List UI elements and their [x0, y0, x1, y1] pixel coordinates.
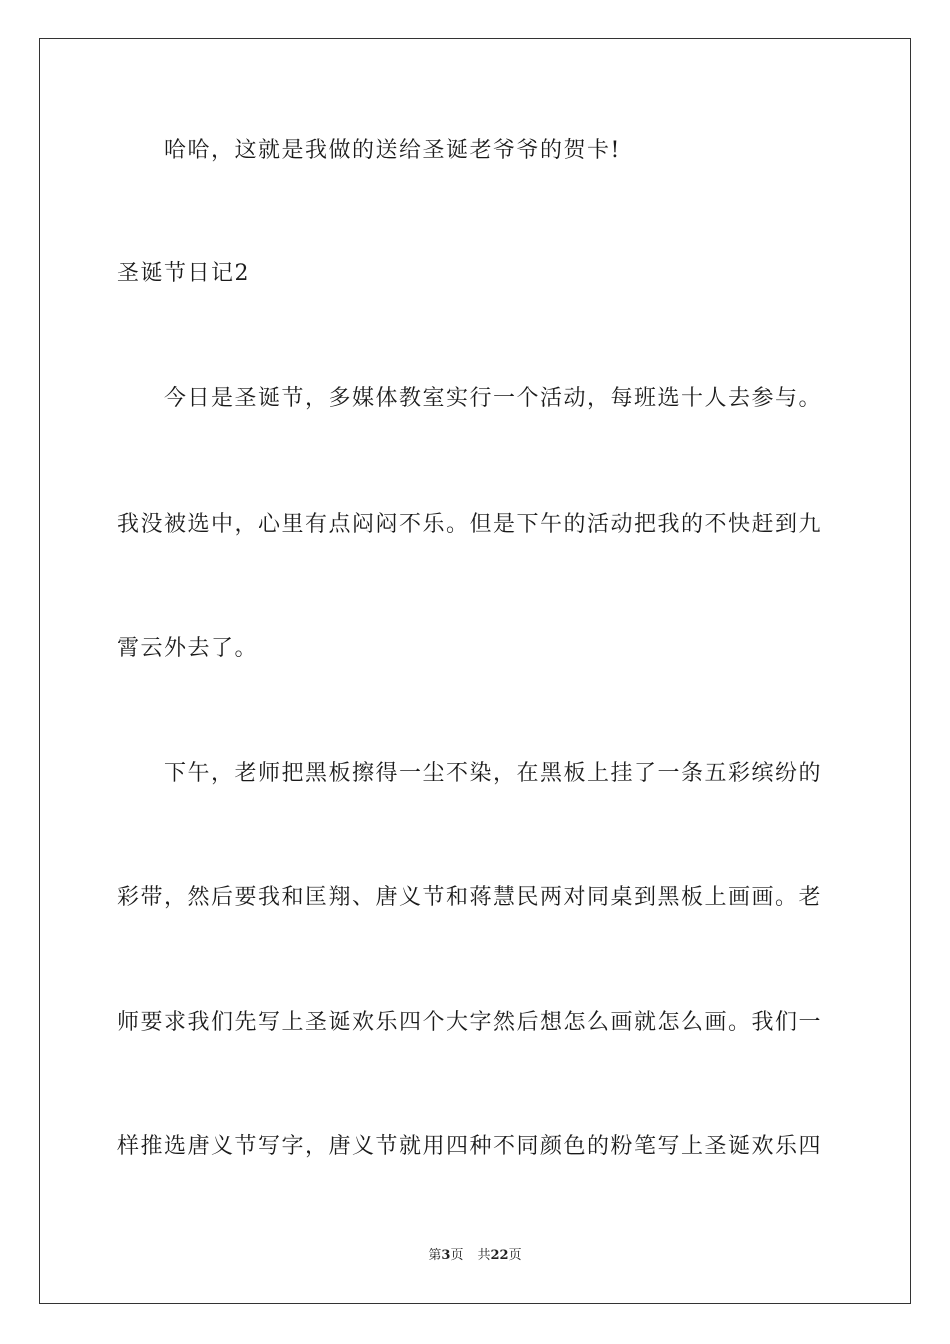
section-heading: 圣诞节日记2 — [117, 261, 250, 286]
footer-page-number: 3 — [441, 1248, 451, 1263]
paragraph-line-4: 霄云外去了。 — [117, 636, 259, 661]
footer-total-prefix: 共 — [477, 1248, 491, 1263]
page-border — [39, 38, 911, 1304]
footer-total-pages: 22 — [490, 1248, 509, 1263]
paragraph-line-5: 下午，老师把黑板擦得一尘不染，在黑板上挂了一条五彩缤纷的 — [164, 761, 823, 786]
footer-page-suffix: 页 — [450, 1248, 464, 1263]
footer-page-prefix: 第 — [428, 1248, 442, 1263]
paragraph-line-7: 师要求我们先写上圣诞欢乐四个大字然后想怎么画就怎么画。我们一 — [117, 1010, 823, 1035]
paragraph-line-2: 今日是圣诞节，多媒体教室实行一个活动，每班选十人去参与。 — [164, 386, 823, 411]
paragraph-line-6: 彩带，然后要我和匡翔、唐义节和蒋慧民两对同桌到黑板上画画。老 — [117, 885, 823, 910]
paragraph-line-8: 样推选唐义节写字，唐义节就用四种不同颜色的粉笔写上圣诞欢乐四 — [117, 1134, 823, 1159]
paragraph-line-1: 哈哈，这就是我做的送给圣诞老爷爷的贺卡! — [164, 138, 621, 163]
paragraph-line-3: 我没被选中，心里有点闷闷不乐。但是下午的活动把我的不快赶到九 — [117, 512, 823, 537]
footer-total-suffix: 页 — [508, 1248, 522, 1263]
page-footer — [0, 1247, 950, 1265]
